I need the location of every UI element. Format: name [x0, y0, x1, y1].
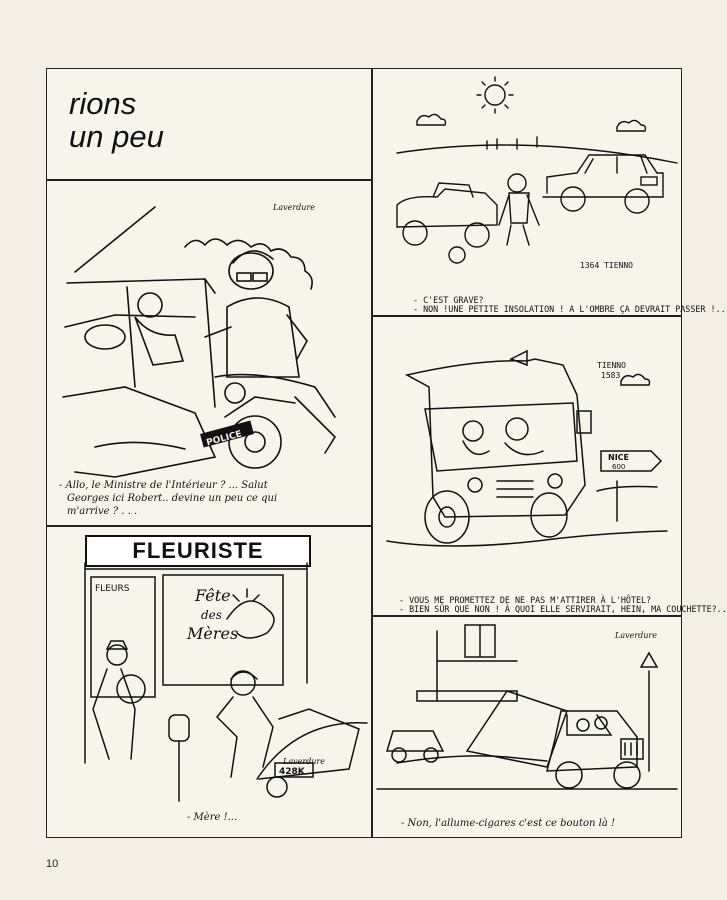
poster-line-1: Fête: [195, 586, 231, 605]
caption-sunstroke-2: - NON !UNE PETITE INSOLATION ! A L'OMBRE ÇA DEVRAIT PASSER !..: [413, 304, 726, 314]
page-number: 10: [46, 858, 59, 870]
sunstroke-illustration: [377, 73, 677, 273]
caption-police-3: m'arrive ? . . .: [67, 506, 138, 517]
poster-line-3: Mères: [187, 624, 239, 643]
title-line-1: rions: [69, 86, 137, 121]
caption-police-2: Georges ici Robert.. devine un peu ce qui: [67, 493, 278, 504]
road-sign-city: NICE: [608, 453, 630, 462]
cartoon-sunstroke: [377, 73, 726, 314]
road-sign-distance: 600: [612, 463, 626, 471]
window-label: FLEURS: [95, 584, 130, 594]
divider-left-mid: [47, 525, 371, 527]
divider-right-mid: [371, 615, 681, 617]
caption-sunstroke-1: - C'EST GRAVE?: [413, 295, 484, 305]
title-line-2: un peu: [69, 119, 164, 154]
police-label: POLICE: [205, 429, 243, 449]
sunstroke-signature: 1364 TIENNO: [580, 261, 633, 270]
poster-line-2: des: [201, 608, 222, 622]
cartoon-florist: [47, 529, 369, 835]
caption-dump-truck: - Non, l'allume-cigares c'est ce bouton là !: [401, 818, 615, 829]
caption-florist: - Mère !...: [187, 812, 238, 823]
divider-right-top: [371, 315, 681, 317]
cartoon-dump-truck: [377, 621, 677, 835]
van-signature-name: TIENNO: [597, 361, 626, 370]
comic-page-frame: [46, 68, 727, 838]
cartoon-police-phone: [55, 187, 365, 521]
caption-van-1: - VOUS ME PROMETTEZ DE NE PAS M'ATTIRER À L'HÔTEL?: [399, 595, 652, 605]
van-signature-number: 1583: [601, 371, 621, 380]
florist-shop-sign: FLEURISTE: [85, 535, 311, 567]
dump-truck-signature: Laverdure: [615, 631, 657, 640]
caption-police-1: - Allo, le Ministre de l'Intérieur ? ... Salut: [59, 480, 268, 491]
florist-signature: Laverdure: [283, 757, 325, 766]
caption-van-2: - BIEN SÛR QUE NON ! À QUOI ELLE SERVIRAIT, HEIN, MA COUCHETTE?..: [399, 604, 727, 614]
column-divider: [371, 69, 373, 837]
license-plate: 428K: [279, 767, 305, 777]
dump-truck-illustration: [377, 621, 677, 801]
cartoon-van-nice: [377, 321, 727, 614]
police-car-illustration: [55, 187, 365, 487]
van-illustration: [377, 321, 677, 561]
divider-title: [47, 179, 371, 181]
page-title: [69, 87, 164, 153]
police-signature: Laverdure: [273, 203, 315, 212]
